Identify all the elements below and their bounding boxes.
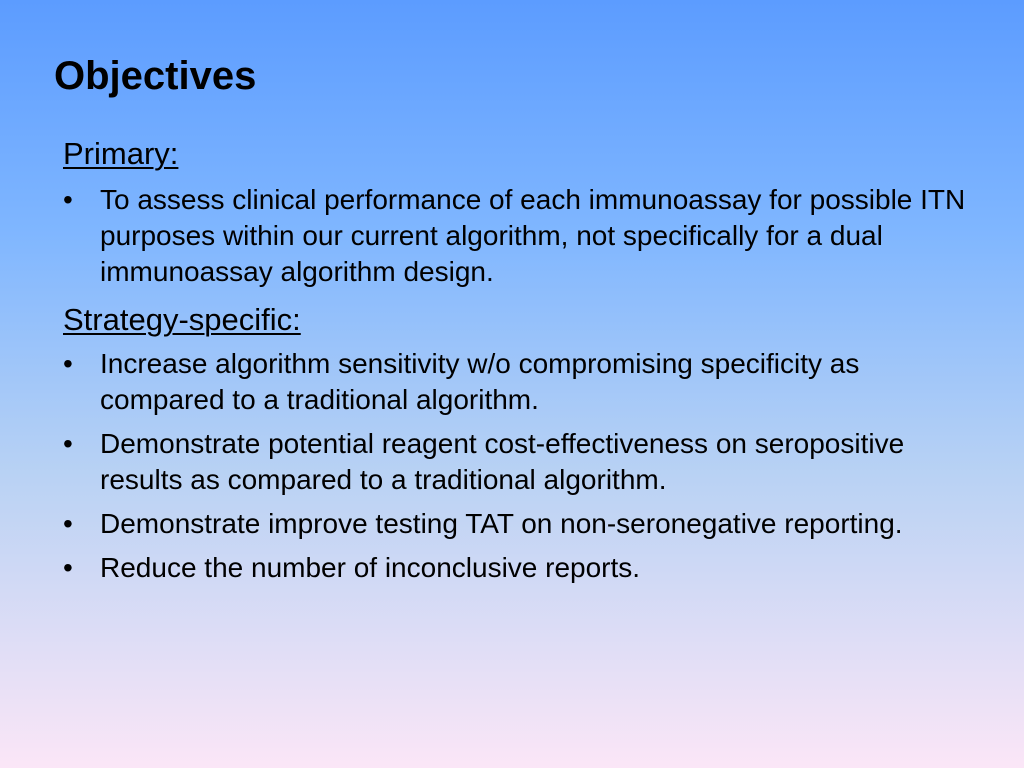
slide-body	[63, 134, 983, 594]
bullet-text: Demonstrate improve testing TAT on non-seronegative reporting.	[100, 508, 903, 539]
bullet-icon: •	[63, 552, 73, 583]
bullet-text: Demonstrate potential reagent cost-effectiveness on seropositive results as compared to a traditional algorithm.	[100, 428, 905, 495]
bullet-icon: •	[63, 184, 73, 215]
bullet-list-primary	[63, 182, 983, 290]
bullet-item	[63, 506, 983, 542]
bullet-text: To assess clinical performance of each immunoassay for possible ITN purposes within our current algorithm, not specifically for a dual immunoassay algorithm design.	[100, 184, 966, 287]
bullet-item	[63, 426, 983, 498]
bullet-icon: •	[63, 508, 73, 539]
slide-title: Objectives	[54, 54, 257, 98]
bullet-text: Increase algorithm sensitivity w/o compromising specificity as compared to a traditional algorithm.	[100, 348, 860, 415]
bullet-list-strategy-specific	[63, 346, 983, 586]
section-heading-primary: Primary:	[63, 136, 179, 171]
section-heading-strategy-specific: Strategy-specific:	[63, 302, 301, 337]
bullet-item	[63, 346, 983, 418]
bullet-item	[63, 550, 983, 586]
bullet-text: Reduce the number of inconclusive reports.	[100, 552, 641, 583]
bullet-icon: •	[63, 428, 73, 459]
bullet-item	[63, 182, 983, 290]
bullet-icon: •	[63, 348, 73, 379]
